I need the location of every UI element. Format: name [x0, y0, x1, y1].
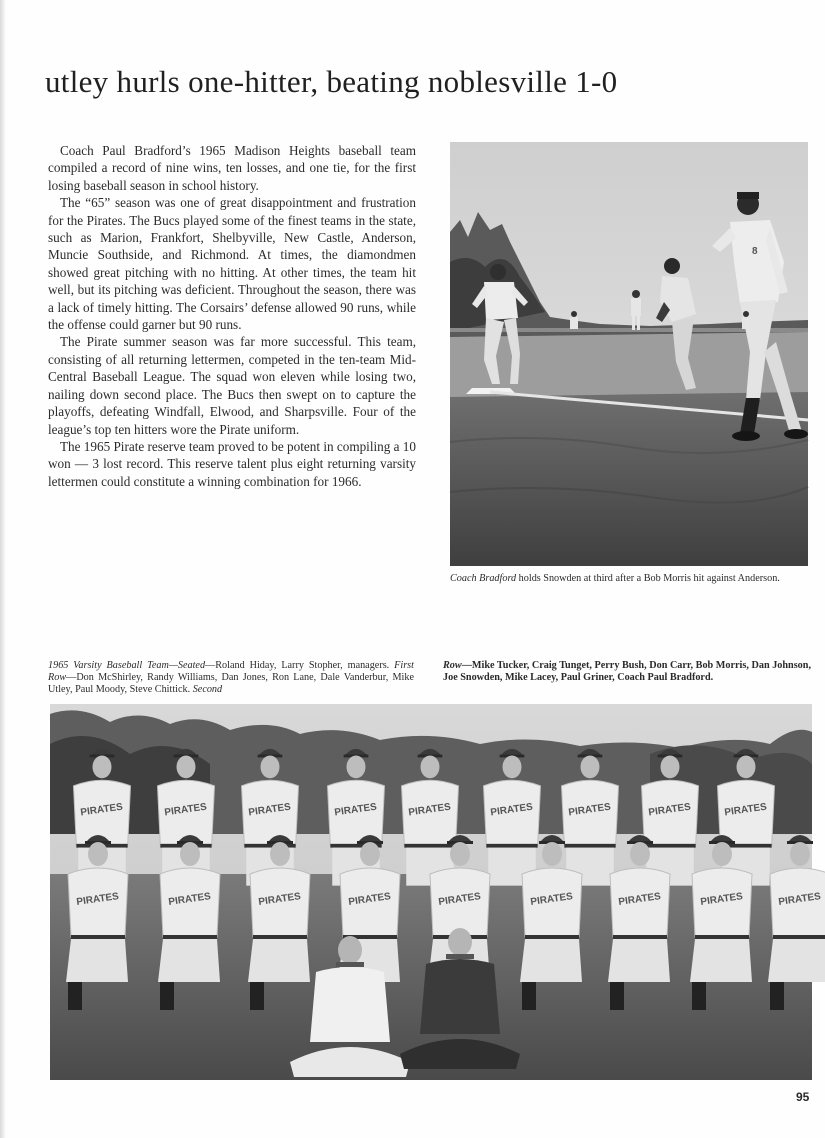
first-row-names: —Don McShirley, Randy Williams, Dan Jones, Ron Lane, Dale Vanderbur, Mike Utley, Paul Moody, Steve Chittick. — [48, 671, 414, 695]
jersey-lettering: PIRATES — [777, 891, 822, 908]
caption-coach-name: Coach Bradford — [450, 573, 517, 584]
jersey-lettering: PIRATES — [567, 801, 612, 819]
story-paragraph: Coach Paul Bradford’s 1965 Madison Heights baseball team compiled a record of nine wins, ten losses, and one tie, for the first losing baseball season in school history. — [48, 143, 416, 193]
jersey-lettering: PIRATES — [437, 891, 482, 908]
story-body — [48, 142, 416, 490]
first-row-label: First Row — [48, 660, 414, 683]
jersey-lettering: PIRATES — [699, 891, 744, 908]
jersey-lettering: PIRATES — [79, 801, 124, 819]
seated-names: —Roland Hiday, Larry Stopher, managers. — [205, 660, 395, 671]
jersey-lettering: PIRATES — [163, 801, 208, 819]
team-caption-left — [48, 660, 414, 695]
jersey-lettering: PIRATES — [247, 801, 292, 819]
story-paragraph: The Pirate summer season was far more successful. This team, consisting of all returning lettermen, competed in the ten-team Mid-Central Baseball League. The squad won eleven while losing two, nailing down second place. The Bucs then swept on to capture the playoffs, defeating Windfall, Elwood, and Sharpsville. Four of the league’s top ten hitters wore the Pirate uniform. — [48, 334, 416, 437]
jersey-lettering: PIRATES — [257, 891, 302, 908]
jersey-lettering: PIRATES — [529, 891, 574, 908]
team-caption-right — [443, 660, 811, 684]
caption-text: holds Snowden at third after a Bob Morris hit against Anderson. — [516, 573, 780, 584]
jersey-lettering: PIRATES — [647, 801, 692, 819]
jersey-lettering: PIRATES — [333, 801, 378, 819]
team-label: 1965 Varsity Baseball Team—Seated — [48, 660, 206, 671]
action-photo-illustration — [450, 142, 808, 566]
jersey-lettering: PIRATES — [75, 891, 120, 908]
jersey-lettering: PIRATES — [723, 801, 768, 819]
jersey-lettering: PIRATES — [167, 891, 212, 908]
jersey-lettering: PIRATES — [617, 891, 662, 908]
row-label: Row — [443, 660, 462, 671]
jersey-lettering: PIRATES — [347, 891, 392, 908]
page-headline: utley hurls one-hitter, beating noblesville 1-0 — [45, 64, 618, 99]
second-row-names: —Mike Tucker, Craig Tunget, Perry Bush, Don Carr, Bob Morris, Dan Johnson, Joe Snowden, Mike Lacey, Paul Griner, Coach Paul Bradford. — [443, 660, 811, 683]
jersey-lettering: PIRATES — [489, 801, 534, 819]
team-photo — [50, 704, 822, 1080]
page-number: 95 — [796, 1090, 810, 1104]
action-photo-caption — [450, 573, 810, 586]
second-label: Second — [192, 683, 223, 695]
page-binding-edge — [0, 0, 6, 1138]
jersey-lettering: PIRATES — [407, 801, 452, 819]
jersey-number: 8 — [752, 246, 758, 257]
action-photo — [450, 142, 808, 566]
story-paragraph: The 1965 Pirate reserve team proved to be potent in compiling a 10 won — 3 lost record. This reserve talent plus eight returning varsity lettermen could constitute a winning combination for 1966. — [48, 438, 416, 489]
story-paragraph: The “65” season was one of great disappointment and frustration for the Pirates. The Bucs played some of the finest teams in the state, such as Marion, Frankfort, Shelbyville, New Castle, Anderson, Muncie Southside, and Richmond. At times, the diamondmen showed great pitching with no hitting. At other times, the team hit well, but its pitching was deficient. Throughout the season, there was a lack of timely hitting. The Corsairs’ defense allowed 90 runs, while the offense could garner but 90 runs. — [48, 195, 416, 333]
team-photo-illustration — [50, 704, 822, 1080]
